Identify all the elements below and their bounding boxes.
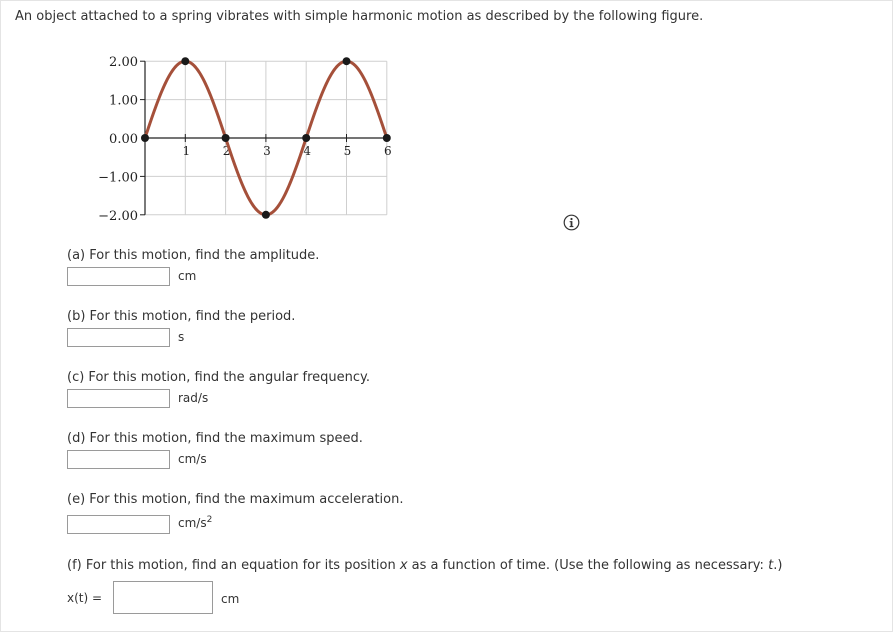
max-acceleration-unit [178,515,212,530]
position-unit: cm [221,592,240,606]
data-point [302,134,310,142]
problem-statement: An object attached to a spring vibrates with simple harmonic motion as described by the following figure. [15,9,704,24]
max-speed-input[interactable] [67,450,170,469]
position-equation-input[interactable] [113,581,213,614]
figure-axes [140,61,387,215]
period-unit: s [178,330,185,344]
y-tick-labels [98,55,138,224]
info-icon[interactable] [563,214,580,231]
angular-frequency-input[interactable] [67,389,170,408]
question-b-text: (b) For this motion, find the period. [67,309,296,324]
max-acceleration-input[interactable] [67,515,170,534]
amplitude-input[interactable] [67,267,170,286]
y-tick-label: −1.00 [98,170,138,186]
question-d-text: (d) For this motion, find the maximum speed. [67,431,363,446]
unit-exponent: 2 [206,515,213,525]
x-tick-label: 3 [263,144,271,158]
question-a-text: (a) For this motion, find the amplitude. [67,248,320,263]
t-variable: t [768,558,774,573]
y-tick-label: −2.00 [98,208,138,224]
x-tick-label: 1 [182,144,191,158]
data-point [262,211,270,219]
amplitude-unit: cm [178,269,197,283]
data-point [343,57,351,65]
x-tick-label: 2 [222,144,231,158]
x-variable: x [399,558,408,573]
y-tick-label: 2.00 [109,55,138,71]
x-tick-label: 6 [383,144,392,158]
x-tick-label: 5 [343,144,352,158]
shm-figure [95,30,435,225]
data-point [181,57,189,65]
data-point [383,134,391,142]
unit-base: cm/s [178,516,207,530]
question-e-text: (e) For this motion, find the maximum acceleration. [67,492,404,507]
period-input[interactable] [67,328,170,347]
y-tick-label: 1.00 [109,93,138,109]
x-tick-labels [182,144,391,158]
y-tick-label: 0.00 [109,132,138,147]
equation-label: x(t) = [67,591,103,605]
data-point [222,134,230,142]
max-speed-unit: cm/s [178,452,207,466]
data-point [141,134,149,142]
angular-frequency-unit: rad/s [178,391,209,405]
question-c-text: (c) For this motion, find the angular frequency. [67,370,371,385]
x-tick-label: 4 [303,144,312,158]
question-f-text: (f) For this motion, find an equation for its position x as a function of time. (Use the following as necessary: t.) [67,558,783,573]
